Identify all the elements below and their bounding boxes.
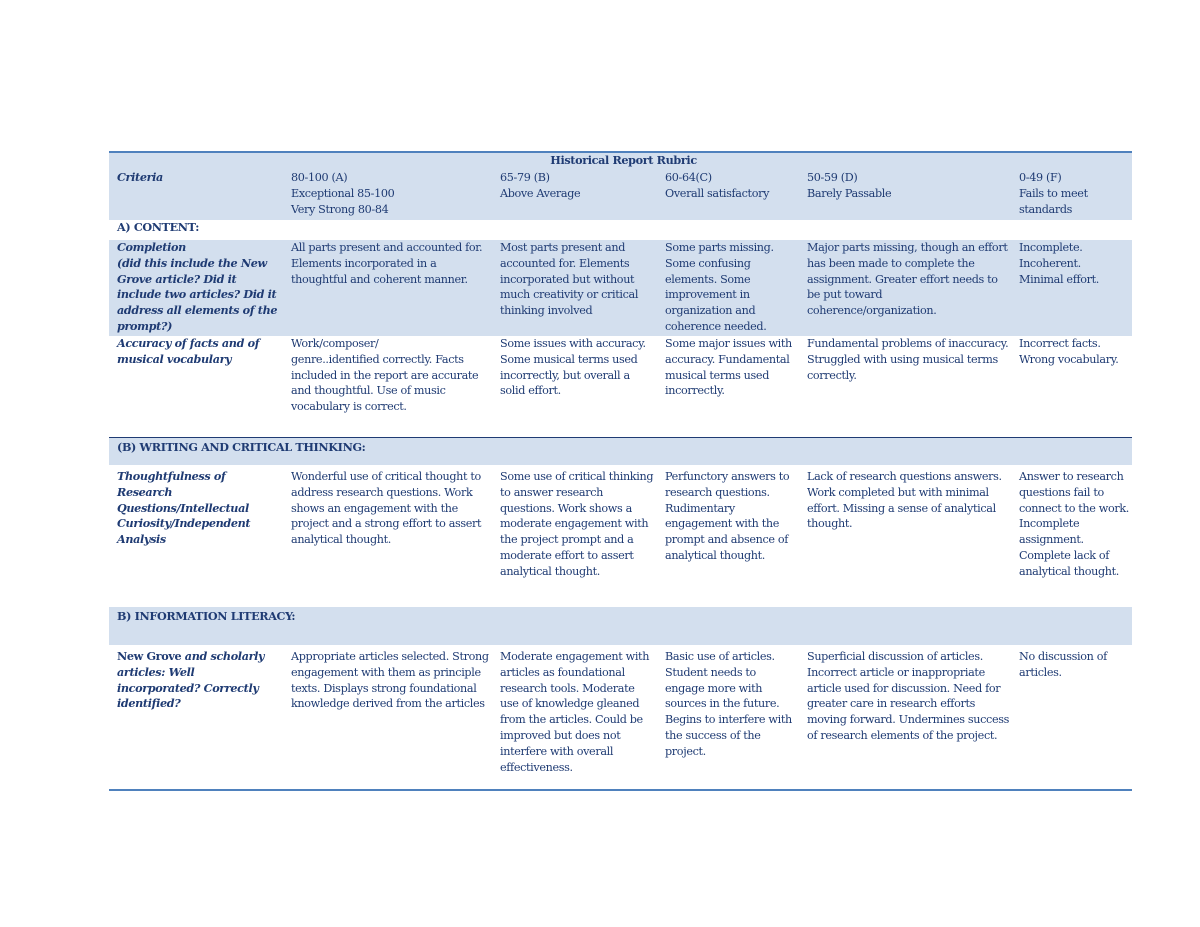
criteria-articles-new-grove: New Grove: [117, 649, 182, 663]
accuracy-f: [1011, 336, 1132, 437]
section-writing-label: (B) WRITING AND CRITICAL THINKING:: [109, 437, 1132, 465]
articles-a: Appropriate articles selected. Strong engagement with them as principle texts. Displays strong foundational knowledge derived from the articles: [283, 645, 492, 790]
criteria-completion-title: Completion: [117, 240, 186, 254]
section-row-writing: [109, 437, 1132, 465]
articles-c: Basic use of articles. Student needs to engage more with sources in the future. Begins to interfere with the success of the project.: [657, 645, 799, 790]
table-row: [109, 240, 1132, 336]
criteria-accuracy: Accuracy of facts and of musical vocabulary: [117, 336, 260, 366]
completion-f: [1011, 240, 1132, 336]
completion-c: Some parts missing. Some confusing elements. Some improvement in organization and coherence needed.: [657, 240, 799, 336]
thoughtfulness-d: Lack of research questions answers. Work completed but with minimal effort. Missing a sense of analytical thought.: [807, 470, 1002, 531]
section-literacy-label: B) INFORMATION LITERACY:: [109, 607, 1132, 645]
table-title: Historical Report Rubric: [109, 152, 1132, 170]
criteria-articles: [109, 645, 283, 790]
grade-d-level: Barely Passable: [807, 186, 892, 200]
grade-d-header: [799, 170, 1011, 220]
grade-d-range: 50-59 (D): [807, 171, 858, 184]
accuracy-a: [283, 336, 492, 437]
grade-c-range: 60-64(C): [665, 171, 712, 184]
completion-f-line-2: Incoherent.: [1019, 256, 1081, 270]
grade-a-level-1: Exceptional 85-100: [291, 186, 395, 200]
grade-f-level: Fails to meet standards: [1019, 186, 1088, 216]
grade-c-level: Overall satisfactory: [665, 186, 770, 200]
grade-b-header: [492, 170, 657, 220]
articles-f: No discussion of articles.: [1011, 645, 1132, 790]
grade-c-header: [657, 170, 799, 220]
table-row: [109, 465, 1132, 607]
thoughtfulness-f: Answer to research questions fail to connect to the work. Incomplete assignment. Complete lack of analytical thought.: [1019, 470, 1130, 578]
table-row: [109, 336, 1132, 437]
grade-f-header: [1011, 170, 1132, 220]
completion-f-line-3: Minimal effort.: [1019, 272, 1100, 286]
grade-a-range: 80-100 (A): [291, 171, 348, 184]
accuracy-b: Some issues with accuracy. Some musical terms used incorrectly, but overall a solid effort.: [500, 337, 646, 398]
grade-b-range: 65-79 (B): [500, 171, 550, 184]
table-row: [109, 645, 1132, 790]
grade-b-level: Above Average: [500, 186, 581, 200]
accuracy-a-line-2: genre..identified correctly. Facts included in the report are accurate and thoughtful. Use of music vocabulary is correct.: [291, 352, 479, 414]
title-row: [109, 152, 1132, 170]
completion-b: Most parts present and accounted for. Elements incorporated but without much creativity or critical thinking involved: [492, 240, 657, 336]
accuracy-d: Fundamental problems of inaccuracy. Struggled with using musical terms correctly.: [807, 337, 1009, 382]
header-row: [109, 170, 1132, 220]
articles-b: Moderate engagement with articles as foundational research tools. Moderate use of knowledge gleaned from the articles. Could be improved but does not interfere with overall effectiveness.: [492, 645, 657, 790]
section-content-label: A) CONTENT:: [117, 220, 200, 234]
accuracy-f-line-2: Wrong vocabulary.: [1019, 352, 1119, 366]
criteria-header: Criteria: [109, 170, 283, 220]
rubric-table: [109, 151, 1132, 791]
thoughtfulness-a: Wonderful use of critical thought to address research questions. Work shows an engagement with the project and a strong effort to assert analytical thought.: [291, 470, 482, 547]
criteria-thoughtfulness: Thoughtfulness of Research Questions/Intellectual Curiosity/Independent Analysis: [117, 469, 251, 547]
thoughtfulness-c: Perfunctory answers to research questions. Rudimentary engagement with the prompt and absence of analytical thought.: [665, 470, 790, 562]
grade-f-range: 0-49 (F): [1019, 171, 1062, 184]
accuracy-f-line-1: Incorrect facts.: [1019, 337, 1101, 350]
grade-a-level-2: Very Strong 80-84: [291, 202, 389, 216]
thoughtfulness-b: Some use of critical thinking to answer research questions. Work shows a moderate engagement with the project prompt and a moderate effort to assert analytical thought.: [500, 470, 654, 578]
articles-d: Superficial discussion of articles. Incorrect article or inappropriate article used for discussion. Need for greater care in research efforts moving forward. Undermines success of research elements of the project.: [799, 645, 1011, 790]
criteria-completion-detail: (did this include the New Grove article? Did it include two articles? Did it address all elements of the prompt?): [117, 255, 278, 333]
section-row-literacy: [109, 607, 1132, 645]
accuracy-a-line-1: Work/composer/: [291, 337, 379, 350]
grade-a-header: [283, 170, 492, 220]
completion-a: All parts present and accounted for. Elements incorporated in a thoughtful and coherent manner.: [283, 240, 492, 336]
completion-d: Major parts missing, though an effort has been made to complete the assignment. Greater effort needs to be put toward coherence/organization.: [799, 240, 1011, 336]
accuracy-c: Some major issues with accuracy. Fundamental musical terms used incorrectly.: [665, 337, 792, 398]
criteria-articles-detail: and scholarly articles: Well incorporated? Correctly identified?: [117, 649, 265, 711]
completion-f-line-1: Incomplete.: [1019, 241, 1083, 254]
section-row-content: [109, 220, 1132, 240]
criteria-completion: [109, 240, 283, 336]
